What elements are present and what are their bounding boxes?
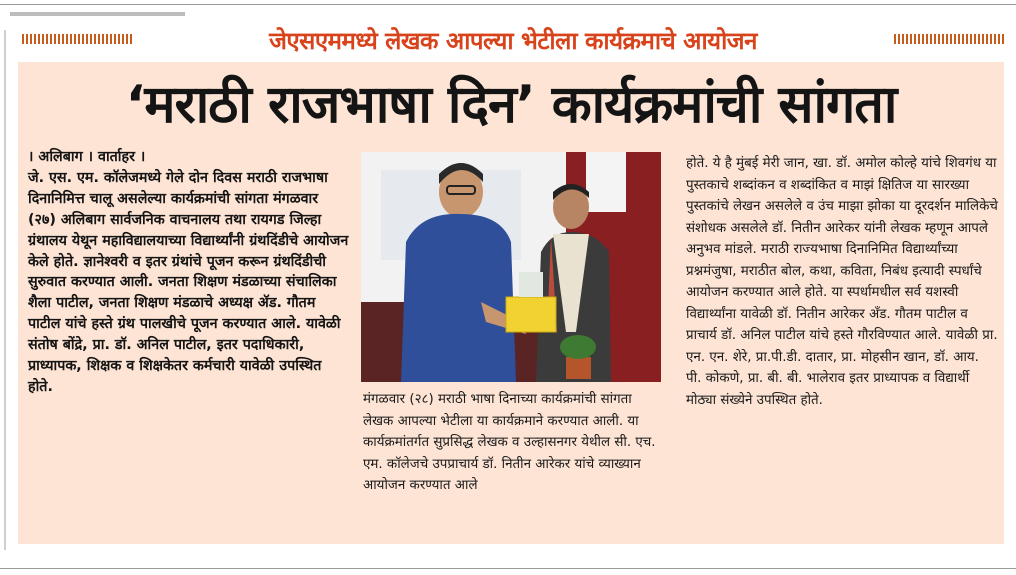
event-photo-image	[361, 152, 661, 382]
main-headline: ‘मराठी राजभाषा दिन’ कार्यक्रमांची सांगता	[125, 75, 897, 135]
event-photo	[361, 152, 661, 382]
left-margin-rule	[4, 30, 6, 550]
photo-caption: मंगळवार (२८) मराठी भाषा दिनाच्या कार्यक्रमांची सांगता लेखक आपल्या भेटीला या कार्यक्रमाने करण्यात आली. या कार्यक्रमांतर्गत सुप्रसिद्ध लेखक व उल्हासनगर येथील सी. एच. एम. कॉलेजचे उपप्राचार्य डॉ. नितीन आरेकर यांचे व्याख्यान आयोजन करण्यात आले	[363, 392, 656, 493]
column-1-text: जे. एस. एम. कॉलेजमध्ये गेले दोन दिवस मराठी राजभाषा दिनानिमित्त चालू असलेल्या कार्यक्रमांची सांगता मंगळवार (२७) अलिबाग सार्वजनिक वाचनालय तथा रायगड जिल्हा ग्रंथालय येथून महाविद्यालयाच्या विद्यार्थ्यांनी ग्रंथदिंडीचे आयोजन केले होते. ज्ञानेश्वरी व इतर ग्रंथांचे पूजन करून ग्रंथदिंडीची सुरुवात करण्यात आली. जनता शिक्षण मंडळाच्या संचालिका शैला पाटील, जनता शिक्षण मंडळाचे अध्यक्ष ॲड. गौतम पाटील यांचे हस्ते ग्रंथ पालखीचे पूजन करण्यात आले. यावेळी संतोष बोंद्रे, प्रा. डॉ. अनिल पाटील, इतर पदाधिकारी, प्राध्यापक, शिक्षक व शिक्षकेतर कर्मचारी यावेळी उपस्थित होते.	[28, 169, 349, 395]
kicker-row	[18, 22, 1008, 62]
article-column-1	[28, 147, 350, 398]
kicker-ornament-left	[22, 34, 132, 44]
top-rule	[0, 4, 1016, 5]
article-box	[18, 62, 1004, 544]
bottom-rule	[0, 568, 1016, 569]
article-column-3: होते. ये है मुंबई मेरी जान, खा. डॉ. अमोल कोल्हे यांचे शिवगंध या पुस्तकाचे शब्दांकन व शब्दांकित व माझं क्षितिज या सारख्या पुस्तकांचे लेखन असलेले व उंच माझा झोका या दूरदर्शन मालिकेचे संशोधक असलेले डॉ. नितीन आरेकर यांनी लेखक म्हणून आपले अनुभव मांडले. मराठी राज्यभाषा दिनानिमित विद्यार्थ्यांच्या प्रश्नमंजुषा, मराठीत बोल, कथा, कविता, निबंध इत्यादी स्पर्धांचे आयोजन करण्यात आले होते. या स्पर्धामधील सर्व यशस्वी विद्यार्थ्यांना यावेळी डॉ. नितीन आरेकर अँड. गौतम पाटील व प्राचार्य डॉ. अनिल पाटील यांचे हस्ते गौरविण्यात आले. यावेळी प्रा. एन. एन. शेरे, प्रा.पी.डी. दातार, प्रा. मोहसीन खान, डॉ. आय. पी. कोकणे, प्रा. बी. बी. भालेराव इतर प्राध्यापक व विद्यार्थी मोठ्या संख्येने उपस्थित होते.	[686, 156, 998, 408]
top-gray-strip	[10, 12, 185, 16]
dateline: । अलिबाग । वार्ताहर ।	[28, 149, 146, 165]
kicker-headline: जेएसएममध्ये लेखक आपल्या भेटीला कार्यक्रमाचे आयोजन	[269, 27, 757, 55]
kicker-ornament-right	[894, 34, 1004, 44]
